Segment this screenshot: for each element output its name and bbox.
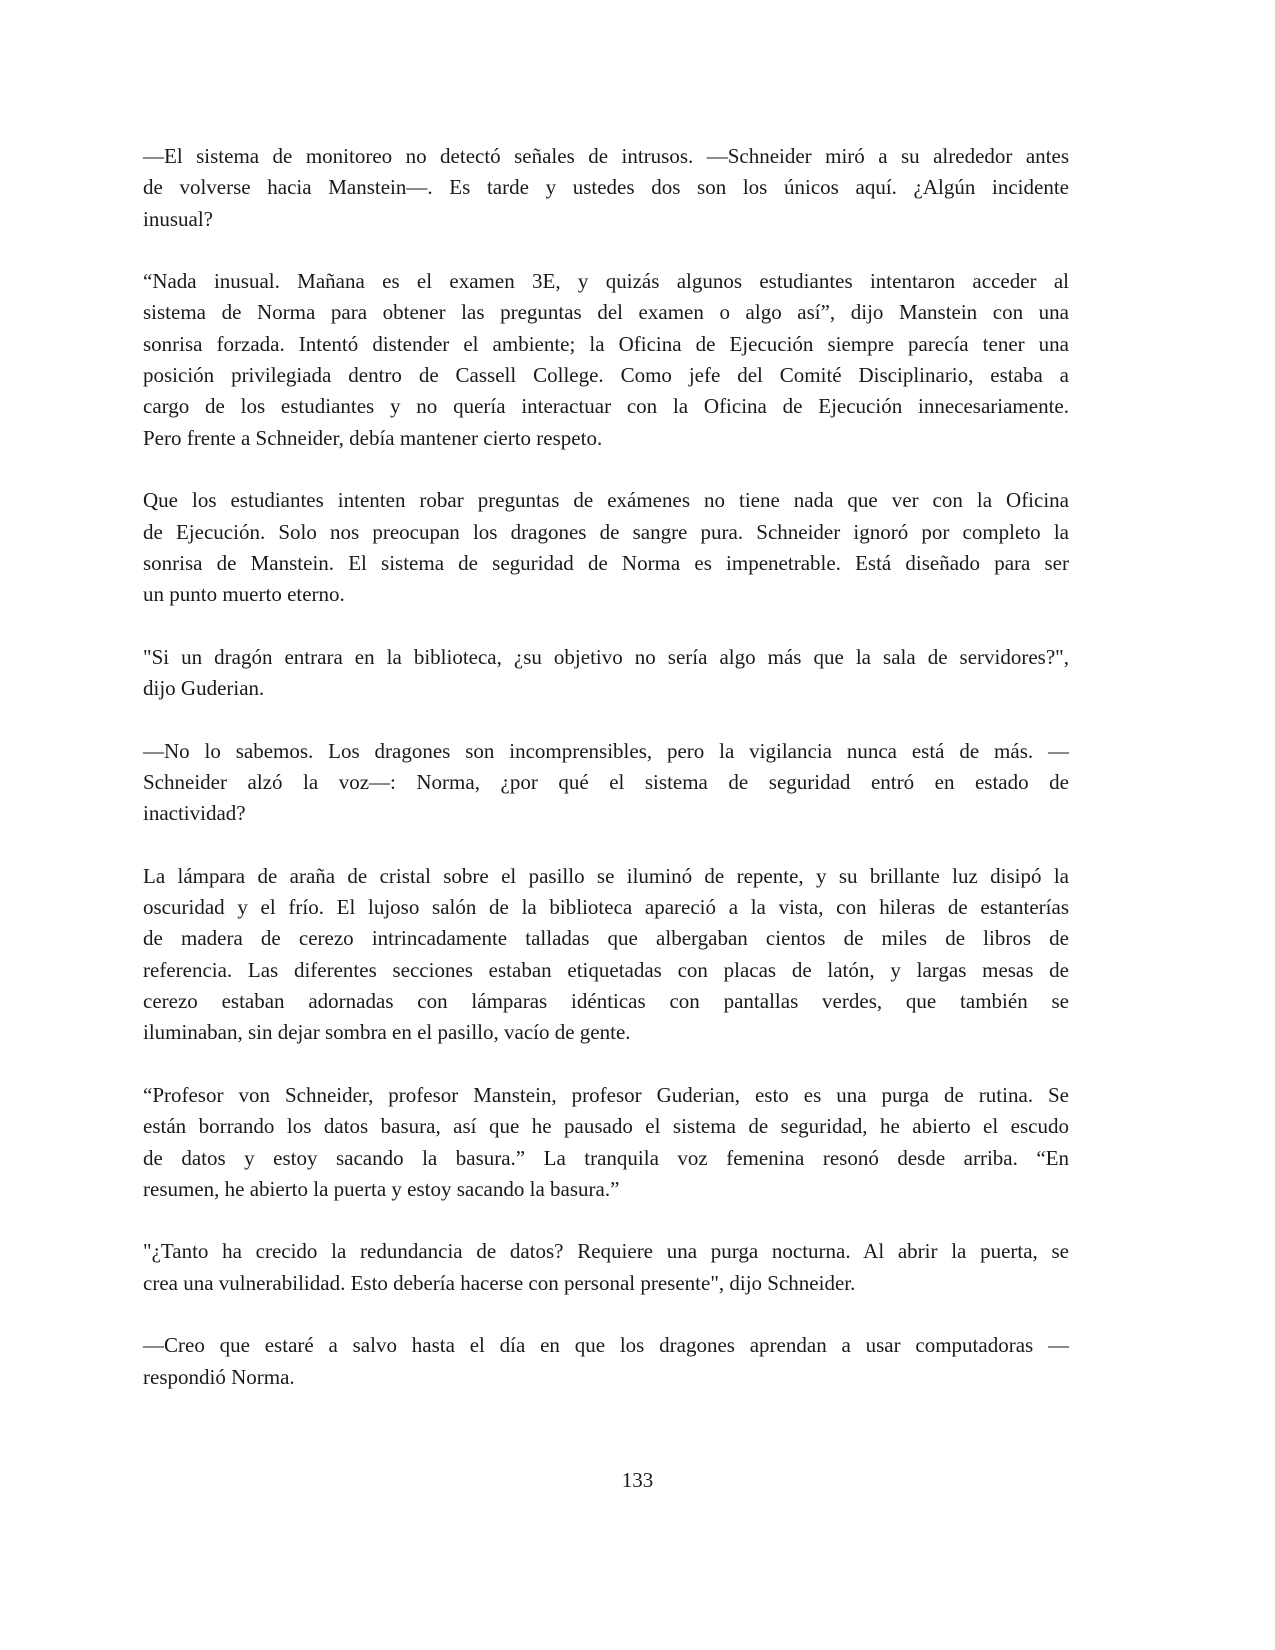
paragraph [143,736,1069,830]
text-line: sistema de Norma para obtener las preguntas del examen o algo así”, dijo Manstein con una [143,300,1069,325]
text-line: respondió Norma. [143,1364,295,1389]
text-line: inactividad? [143,801,246,826]
text-line: “Nada inusual. Mañana es el examen 3E, y quizás algunos estudiantes intentaron acceder al [143,269,1069,294]
text-line: Pero frente a Schneider, debía mantener cierto respeto. [143,425,603,450]
body-text [143,141,1069,1424]
text-line: oscuridad y el frío. El lujoso salón de la biblioteca apareció a la vista, con hileras de estanterías [143,895,1069,920]
text-line: inusual? [143,206,213,231]
text-line: de datos y estoy sacando la basura.” La tranquila voz femenina resonó desde arriba. “En [143,1145,1069,1170]
text-line: un punto muerto eterno. [143,582,345,607]
text-line: dijo Guderian. [143,676,265,701]
text-line: “Profesor von Schneider, profesor Manstein, profesor Guderian, esto es una purga de rutina. Se [143,1082,1069,1107]
paragraph [143,1236,1069,1299]
text-line: cerezo estaban adornadas con lámparas idénticas con pantallas verdes, que también se [143,989,1069,1014]
text-line: referencia. Las diferentes secciones estaban etiquetadas con placas de latón, y largas mesas de [143,957,1069,982]
text-line: "Si un dragón entrara en la biblioteca, ¿su objetivo no sería algo más que la sala de servidores?", [143,644,1069,669]
text-line: —No lo sabemos. Los dragones son incomprensibles, pero la vigilancia nunca está de más. — [143,738,1069,763]
text-line: resumen, he abierto la puerta y estoy sacando la basura.” [143,1176,620,1201]
text-line: Schneider alzó la voz—: Norma, ¿por qué el sistema de seguridad entró en estado de [143,769,1069,794]
page-number: 133 [621,1468,654,1492]
text-line: La lámpara de araña de cristal sobre el pasillo se iluminó de repente, y su brillante luz disipó la [143,863,1069,888]
text-line: de madera de cerezo intrincadamente talladas que albergaban cientos de miles de libros de [143,926,1069,951]
text-line: —El sistema de monitoreo no detectó señales de intrusos. —Schneider miró a su alrededor antes [143,144,1069,168]
paragraph [143,485,1069,610]
paragraph [143,642,1069,705]
paragraph [143,266,1069,454]
text-line: de volverse hacia Manstein—. Es tarde y ustedes dos son los únicos aquí. ¿Algún incidente [143,175,1069,200]
paragraph [143,1080,1069,1205]
text-line: —Creo que estaré a salvo hasta el día en que los dragones aprendan a usar computadoras — [143,1333,1069,1358]
text-line: "¿Tanto ha crecido la redundancia de datos? Requiere una purga nocturna. Al abrir la puerta, se [143,1239,1069,1264]
text-line: sonrisa de Manstein. El sistema de seguridad de Norma es impenetrable. Está diseñado para ser [143,550,1069,575]
text-line: iluminaban, sin dejar sombra en el pasillo, vacío de gente. [143,1020,631,1045]
text-line: cargo de los estudiantes y no quería interactuar con la Oficina de Ejecución innecesariamente. [143,394,1069,419]
text-line: posición privilegiada dentro de Cassell College. Como jefe del Comité Disciplinario, estaba a [143,363,1069,388]
text-line: Que los estudiantes intenten robar preguntas de exámenes no tiene nada que ver con la Oficina [143,488,1069,513]
paragraph [143,1330,1069,1393]
paragraph [143,141,1069,235]
text-line: crea una vulnerabilidad. Esto debería hacerse con personal presente", dijo Schneider. [143,1270,856,1295]
text-line: sonrisa forzada. Intentó distender el ambiente; la Oficina de Ejecución siempre parecía tener una [143,331,1069,356]
text-line: de Ejecución. Solo nos preocupan los dragones de sangre pura. Schneider ignoró por completo la [143,519,1069,544]
paragraph [143,861,1069,1049]
text-line: están borrando los datos basura, así que he pausado el sistema de seguridad, he abierto el escudo [143,1114,1069,1139]
